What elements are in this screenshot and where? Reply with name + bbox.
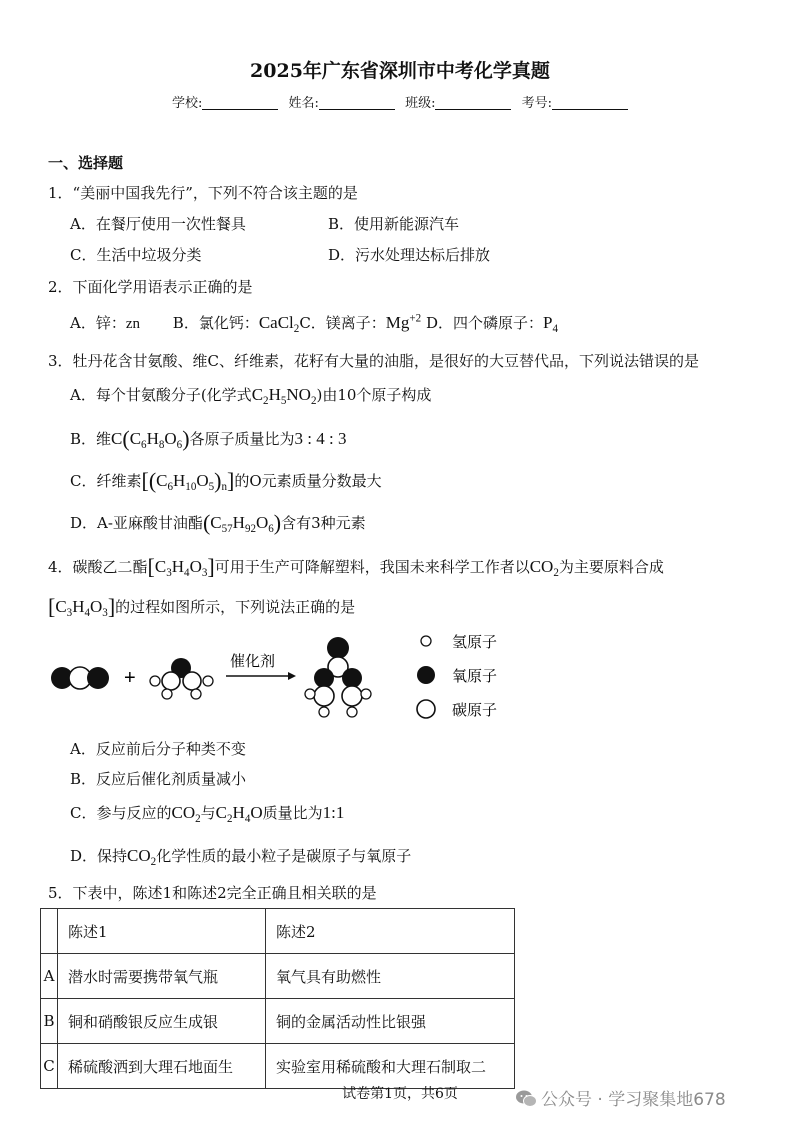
question-2-option-b: B．氯化钙： [172,314,259,332]
school-label: 学校: [172,96,203,111]
legend-oxygen-icon [417,666,435,684]
ethylene-oxide-molecule [150,658,213,699]
table-cell: 实验室用稀硫酸和大理石制取二 [266,1044,515,1089]
calcium-chloride-formula: CaCl$_2$ [258,313,300,335]
question-1-option-a: A．在餐厅使用一次性餐具 [70,215,246,233]
hydrogen-atom [305,689,315,699]
question-2-option-c: C．镁离子： [299,314,386,332]
question-4-option-c: C．参与反应的$CO_2$与$C_2H_4O$质量比为1:1 [70,803,345,825]
table-cell: 铜的金属活动性比银强 [266,999,515,1044]
table-row [41,1044,515,1089]
ethylene-carbonate-molecule [305,637,371,717]
table-header-row [41,909,515,954]
question-2-option-a: A．锌： [70,314,126,332]
hydrogen-atom [162,689,172,699]
oxygen-atom [87,667,109,689]
page-title: 2025年广东省深圳市中考化学真题 [250,60,550,82]
carbon-atom [342,686,362,706]
magnesium-ion-formula: $Mg^{+2}$ [385,312,422,332]
oxygen-atom [342,668,362,688]
legend-carbon-label: 碳原子 [452,701,498,719]
carbon-atom [183,672,201,690]
exam-number-label: 考号: [521,96,552,111]
hydrogen-atom [347,707,357,717]
legend-carbon-icon [417,700,435,718]
watermark [515,1085,726,1114]
question-4-stem-line-2: $[C_3H_4O_3]$的过程如图所示，下列说法正确的是 [48,594,356,619]
table-cell: 潜水时需要携带氧气瓶 [58,954,266,999]
question-4-stem: 4．碳酸乙二酯$[C_3H_4O_3]$可用于生产可降解塑料，我国未来科学工作者以$CO_2$为主要原料合成 [48,554,664,579]
question-4-option-d: D．保持$CO_2$化学性质的最小粒子是碳原子与氧原子 [70,846,412,868]
exam-number-blank[interactable] [552,95,628,110]
question-4-option-a: A．反应前后分子种类不变 [70,740,246,758]
question-2-stem: 2．下面化学用语表示正确的是 [48,278,253,296]
watermark-text: 公众号 · 学习聚集地678 [541,1090,726,1110]
table-row [41,999,515,1044]
phosphorus-formula: $P_4$ [543,313,558,335]
legend-hydrogen-label: 氢原子 [452,633,498,651]
name-blank[interactable] [319,95,395,110]
hydrogen-atom [361,689,371,699]
legend-oxygen-label: 氧原子 [452,667,498,685]
page-footer: 试卷第1页，共6页 [342,1086,458,1102]
table-cell: 稀硫酸洒到大理石地面生 [58,1044,266,1089]
co2-molecule [51,667,109,689]
table-cell: A [41,954,58,999]
question-4-option-b: B．反应后催化剂质量减小 [70,770,247,788]
school-blank[interactable] [202,95,278,110]
question-2-option-d: D．四个磷原子： [425,314,543,332]
oxygen-atom [327,637,349,659]
reaction-diagram [40,628,520,728]
table-cell: 氧气具有助燃性 [266,954,515,999]
hydrogen-atom [203,676,213,686]
hydrogen-atom [150,676,160,686]
mass-ratio: 1:1 [322,803,345,822]
wechat-icon [515,1089,537,1114]
section-heading: 一、选择题 [48,154,124,172]
name-label: 姓名: [288,96,319,111]
atom-mass-ratio: 3 : 4 : 3 [294,429,347,448]
question-3-option-b: B．维$C(C_6H_8O_6)$各原子质量比为3 : 4 : 3 [70,426,347,451]
legend-hydrogen-icon [421,636,431,646]
table-cell [41,909,58,954]
table-row [41,954,515,999]
catalyst-label: 催化剂 [230,652,276,670]
question-1-stem: 1．“美丽中国我先行”，下列不符合该主题的是 [48,184,358,202]
question-1-option-d: D．污水处理达标后排放 [328,246,491,264]
question-3-option-d: D．A-亚麻酸甘油酯$(C_{57}H_{92}O_6)$含有3种元素 [70,510,366,535]
class-label: 班级: [405,96,436,111]
question-2-options [70,312,558,335]
plus-sign: + [124,667,136,689]
table-cell: B [41,999,58,1044]
zinc-formula: zn [125,316,141,332]
table-header-cell: 陈述2 [266,909,515,954]
question-1-option-b: B．使用新能源汽车 [328,215,460,233]
carbon-atom [314,686,334,706]
table-cell: 铜和硝酸银反应生成银 [58,999,266,1044]
hydrogen-atom [191,689,201,699]
arrow-head [288,672,296,680]
question-3-option-c: C．纤维素$[(C_6H_{10}O_5)_n]$的O元素质量分数最大 [70,468,382,493]
question-1-option-c: C．生活中垃圾分类 [70,246,202,264]
hydrogen-atom [319,707,329,717]
student-info-line [172,92,634,111]
question-5-table [40,908,515,1089]
question-5-stem: 5．下表中，陈述1和陈述2完全正确且相关联的是 [48,884,377,902]
question-3-option-a: A．每个甘氨酸分子(化学式$C_2H_5NO_2$)由10个原子构成 [70,385,432,407]
table-header-cell: 陈述1 [58,909,266,954]
class-blank[interactable] [435,95,511,110]
table-cell: C [41,1044,58,1089]
carbon-atom [162,672,180,690]
question-3-stem: 3．牡丹花含甘氨酸、维C、纤维素，花籽有大量的油脂，是很好的大豆替代品，下列说法错误的是 [48,352,700,370]
oxygen-atom [314,668,334,688]
